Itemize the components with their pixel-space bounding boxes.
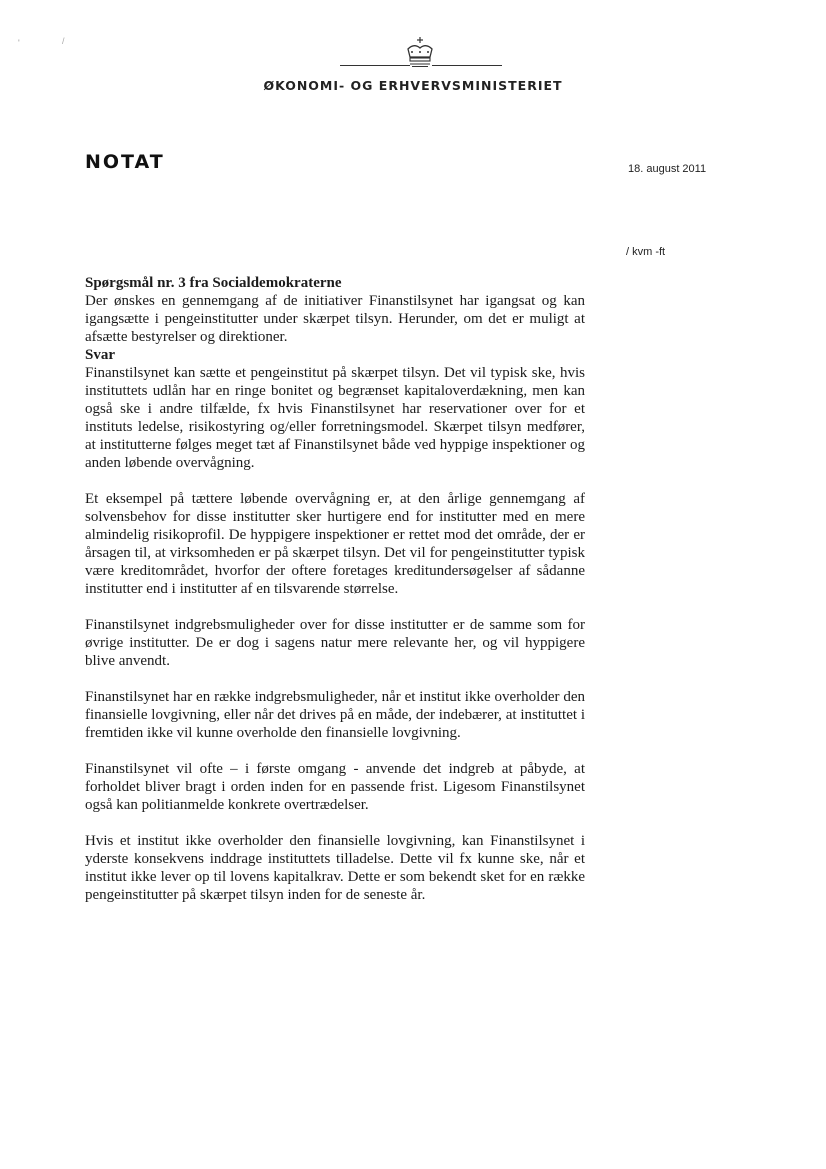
- answer-paragraph: Finanstilsynet indgrebsmuligheder over for disse institutter er de samme som for øvrige institutter. De er dog i sagens natur mere relevante her, og vil hyppigere blive anvendt.: [85, 617, 585, 669]
- document-date: 18. august 2011: [628, 163, 707, 175]
- question-text: Der ønskes en gennemgang af de initiativer Finanstilsynet har igangsat og kan igangsætte i pengeinstitutter under skærpet tilsyn. Herunder, om det er muligt at afsætte bestyrelser og direktioner.: [85, 293, 585, 345]
- answer-title: Svar: [85, 347, 115, 363]
- answer-paragraph: Hvis et institut ikke overholder den finansielle lovgivning, kan Finanstilsynet i yderste konsekvens inddrage instituttets tilladelse. Dette vil fx kunne ske, når et institut ikke lever op til lovens kapitalkrav. Dette er som bekendt sket for en række pengeinstitutter på skærpet tilsyn inden for de seneste år.: [85, 833, 585, 903]
- document-body: [85, 274, 585, 904]
- answer-paragraph: Finanstilsynet har en række indgrebsmuligheder, når et institut ikke overholder den finansielle lovgivning, eller når det drives på en måde, der indebærer, at instituttet i fremtiden ikke vil kunne overholde den finansielle lovgivning.: [85, 689, 585, 741]
- question-title: Spørgsmål nr. 3 fra Socialdemokraterne: [85, 275, 342, 291]
- letterhead-rule: [340, 65, 410, 66]
- answer-paragraph: Finanstilsynet vil ofte – i første omgang - anvende det indgreb at påbyde, at forholdet bliver bragt i orden inden for en passende frist. Ligesom Finanstilsynet også kan politianmelde konkrete overtrædelser.: [85, 761, 585, 813]
- ministry-name: ØKONOMI- OG ERHVERVSMINISTERIET: [263, 78, 563, 93]
- letterhead-rule: [432, 65, 502, 66]
- margin-mark: ': [18, 38, 20, 48]
- margin-mark: /: [62, 36, 65, 46]
- answer-paragraph: Finanstilsynet kan sætte et pengeinstitut på skærpet tilsyn. Det vil typisk ske, hvis instituttets udlån har en ringe bonitet og begrænset kapitaloverdækning, men kan også ske i andre tilfælde, fx hvis Finanstilsynet har reservationer over for et instituts ledelse, risikostyring og/eller forretningsmodel. Skærpet tilsyn medfører, at institutterne følges meget tæt af Finanstilsynet både ved hyppige inspektioner og anden løbende overvågning.: [85, 365, 585, 471]
- document-type: NOTAT: [85, 151, 165, 173]
- crown-icon: [398, 35, 442, 69]
- answer-paragraph: Et eksempel på tættere løbende overvågning er, at den årlige gennemgang af solvensbehov for disse institutter sker hurtigere end for institutter med en mere almindelig risikoprofil. De hyppigere inspektioner er rettet mod det område, der er årsagen til, at virksomheden er på skærpet tilsyn. Det vil for pengeinstitutter typisk være kreditområdet, hvorfor der oftere foretages kreditundersøgelser af sådanne institutter end i institutter af en tilsvarende størrelse.: [85, 491, 585, 597]
- reference-code: / kvm -ft: [626, 246, 666, 258]
